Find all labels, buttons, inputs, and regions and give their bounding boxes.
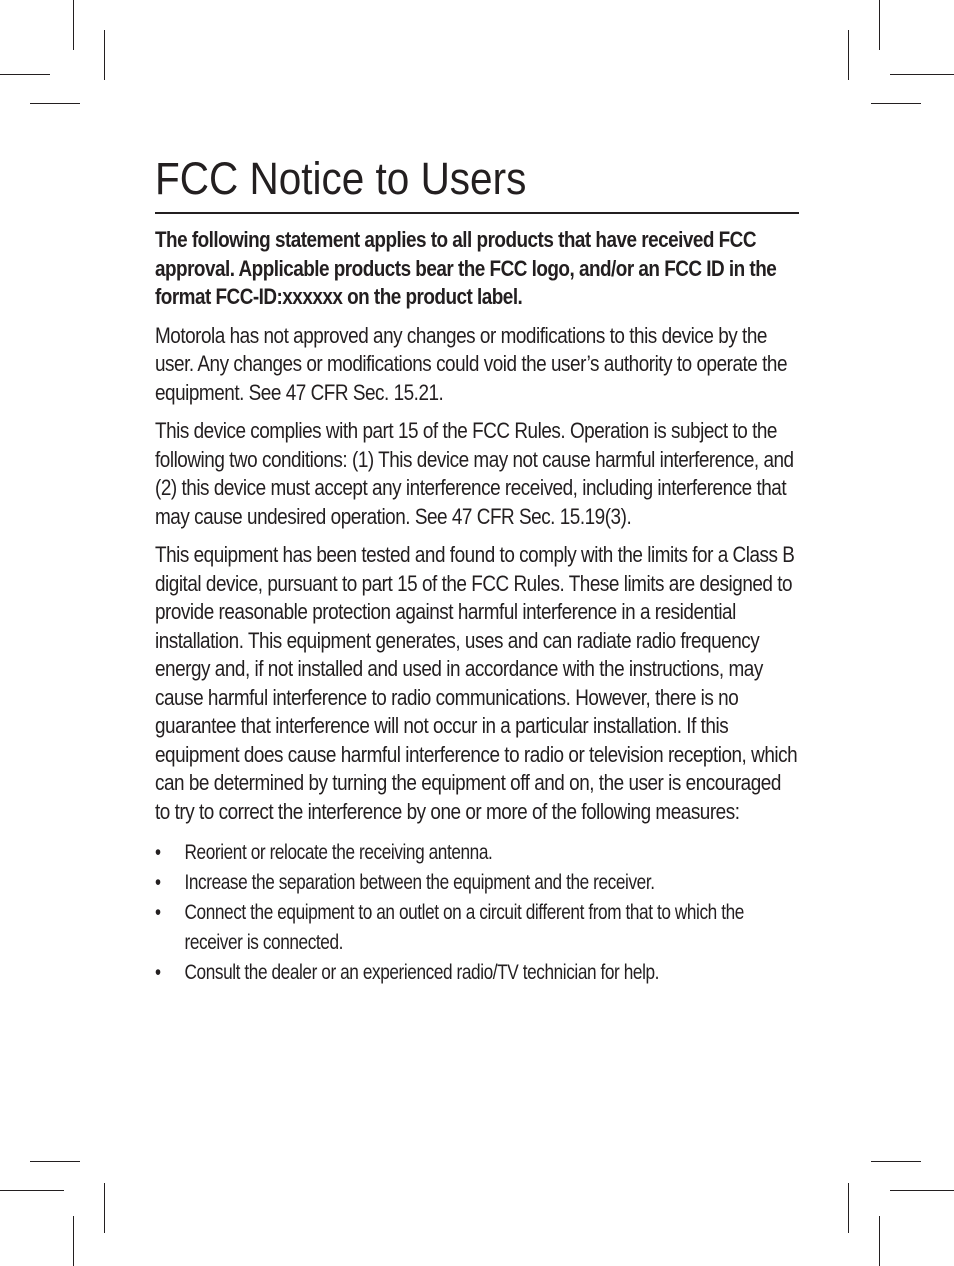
list-item — [155, 868, 799, 898]
paragraph-part15-compliance: This device complies with part 15 of the FCC Rules. Operation is subject to the following two conditions: (1) This device may not cause harmful interference, and (2) this device must accept any interference received, including interference that may cause undesired operation. See 47 CFR Sec. 15.19(3). — [155, 418, 794, 529]
crop-mark — [104, 30, 105, 80]
list-item — [155, 958, 799, 988]
crop-mark — [0, 1190, 64, 1191]
crop-mark — [30, 103, 80, 104]
bullet-icon: • — [155, 841, 161, 864]
bullets-wrapper — [155, 838, 799, 988]
crop-mark — [30, 1161, 80, 1162]
paragraph-class-b-limits: This equipment has been tested and found to comply with the limits for a Class B digital device, pursuant to part 15 of the FCC Rules. These limits are designed to provide reasonable protection against harmful interference in a residential installation. This equipment generates, uses and can radiate radio frequency energy and, if not installed and used in accordance with the instructions, may cause harmful interference to radio communications. However, there is no guarantee that interference will not occur in a particular installation. If this equipment does cause harmful interference to radio or television reception, which can be determined by turning the equipment off and on, the user is encouraged to try to correct the interference by one or more of the following measures: — [155, 542, 798, 824]
bullet-icon: • — [155, 871, 161, 894]
crop-mark — [879, 1216, 880, 1266]
crop-mark — [848, 30, 849, 80]
list-item-text: Consult the dealer or an experienced radio/TV technician for help. — [184, 961, 660, 984]
bullet-icon: • — [155, 961, 161, 984]
crop-mark — [890, 1190, 954, 1191]
bullet-icon: • — [155, 901, 161, 924]
title-divider — [155, 212, 799, 214]
crop-mark — [848, 1183, 849, 1233]
list-item — [155, 898, 799, 958]
crop-mark — [890, 74, 954, 75]
list-item-text: Reorient or relocate the receiving antenna. — [184, 841, 493, 864]
list-item-text: Connect the equipment to an outlet on a circuit different from that to which the receiver is connected. — [184, 901, 744, 954]
crop-mark — [871, 1161, 921, 1162]
page-title: FCC Notice to Users — [155, 153, 527, 204]
list-item — [155, 838, 799, 868]
measures-list — [155, 838, 799, 988]
paragraphs-wrapper — [155, 322, 799, 827]
lead-wrapper — [155, 226, 799, 312]
crop-mark — [871, 103, 921, 104]
crop-mark — [73, 0, 74, 50]
paragraph-modifications: Motorola has not approved any changes or modifications to this device by the user. Any changes or modifications could void the user’s authority to operate the equipment. See 47 CFR Sec. 15.21. — [155, 322, 788, 405]
lead-statement: The following statement applies to all products that have received FCC approval. Applicable products bear the FCC logo, and/or an FCC ID in the format FCC-ID:xxxxxx on the product label. — [155, 227, 777, 309]
crop-mark — [104, 1183, 105, 1233]
crop-mark — [0, 74, 50, 75]
list-item-text: Increase the separation between the equipment and the receiver. — [184, 871, 655, 894]
crop-mark — [879, 0, 880, 50]
document-body — [155, 150, 799, 988]
crop-mark — [73, 1216, 74, 1266]
